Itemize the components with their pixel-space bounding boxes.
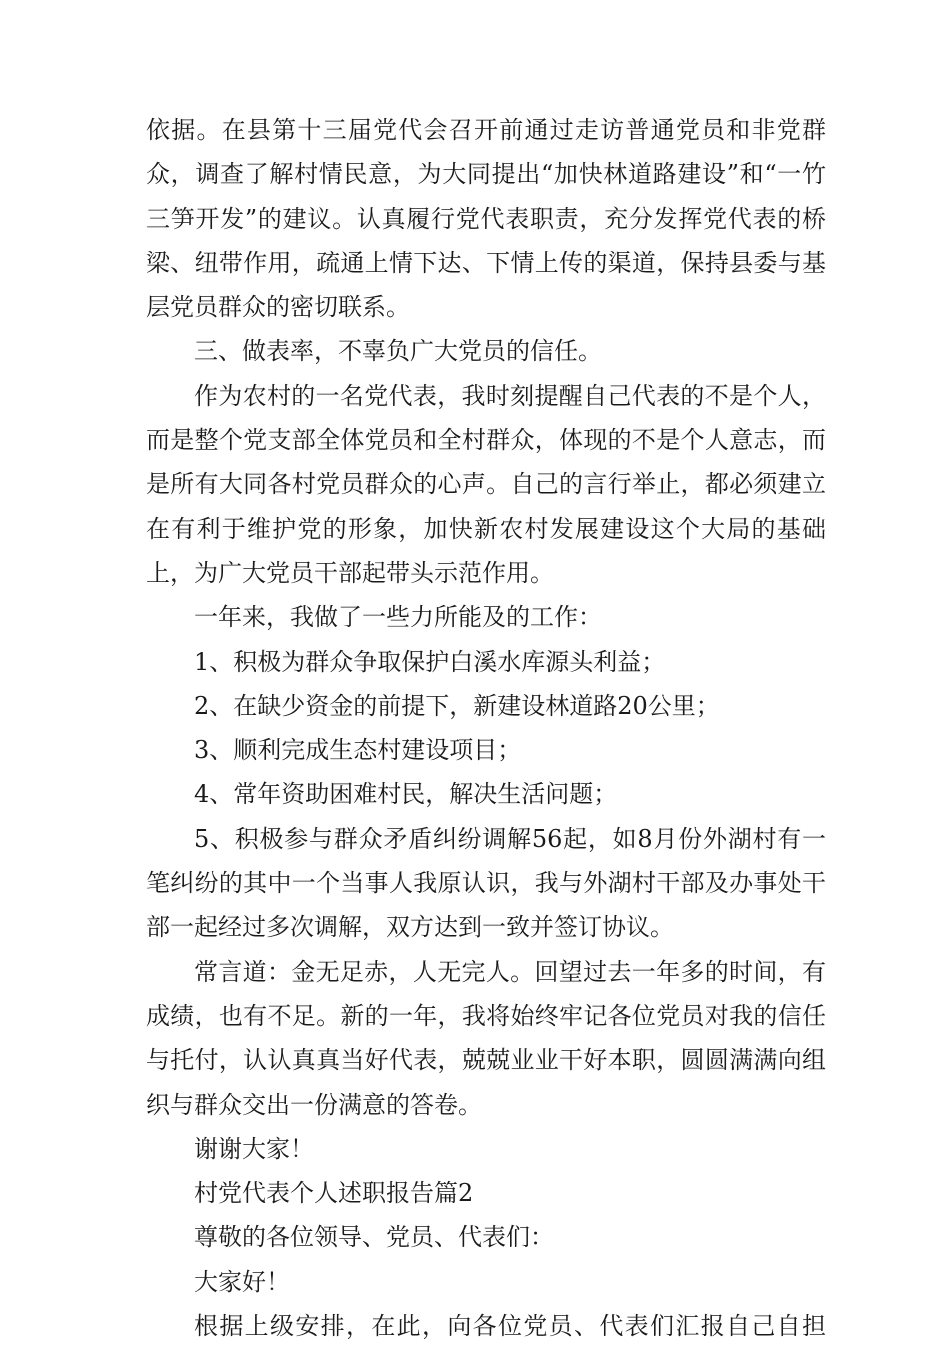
paragraph-heading-three: 三、做表率，不辜负广大党员的信任。 bbox=[194, 337, 602, 366]
list-item-2: 2、在缺少资金的前提下，新建设林道路20公里； bbox=[194, 691, 720, 720]
paragraph-salutation: 尊敬的各位领导、党员、代表们： bbox=[194, 1223, 554, 1252]
document-body bbox=[146, 108, 826, 1348]
paragraph-work-intro: 一年来，我做了一些力所能及的工作： bbox=[194, 603, 602, 632]
paragraph-summary: 常言道：金无足赤，人无完人。回望过去一年多的时间，有成绩，也有不足。新的一年，我将始终牢记各位党员对我的信任与托付，认认真真当好代表，兢兢业业干好本职，圆圆满满向组织与群众交出一份满意的答卷。 bbox=[146, 957, 826, 1119]
list-item-5: 5、积极参与群众矛盾纠纷调解56起，如8月份外湖村有一笔纠纷的其中一个当事人我原认识，我与外湖村干部及办事处干部一起经过多次调解，双方达到一致并签订协议。 bbox=[146, 824, 826, 942]
paragraph-basis: 依据。在县第十三届党代会召开前通过走访普通党员和非党群众，调查了解村情民意，为大同提出“加快林道路建设”和“一竹三笋开发”的建议。认真履行党代表职责，充分发挥党代表的桥梁、纽带作用，疏通上情下达、下情上传的渠道，保持县委与基层党员群众的密切联系。 bbox=[146, 116, 826, 322]
paragraph-thanks: 谢谢大家！ bbox=[194, 1134, 314, 1163]
list-item-4: 4、常年资助困难村民，解决生活问题； bbox=[194, 780, 618, 809]
section-title-report-2: 村党代表个人述职报告篇2 bbox=[194, 1179, 474, 1208]
paragraph-representative-role: 作为农村的一名党代表，我时刻提醒自己代表的不是个人，而是整个党支部全体党员和全村群众，体现的不是个人意志，而是所有大同各村党员群众的心声。自己的言行举止，都必须建立在有利于维护党的形象，加快新农村发展建设这个大局的基础上，为广大党员干部起带头示范作用。 bbox=[146, 381, 826, 587]
paragraph-report-start: 根据上级安排，在此，向各位党员、代表们汇报自己自担 bbox=[194, 1312, 826, 1341]
paragraph-greeting: 大家好！ bbox=[194, 1267, 290, 1296]
list-item-1: 1、积极为群众争取保护白溪水库源头利益； bbox=[194, 647, 666, 676]
list-item-3: 3、顺利完成生态村建设项目； bbox=[194, 736, 522, 765]
